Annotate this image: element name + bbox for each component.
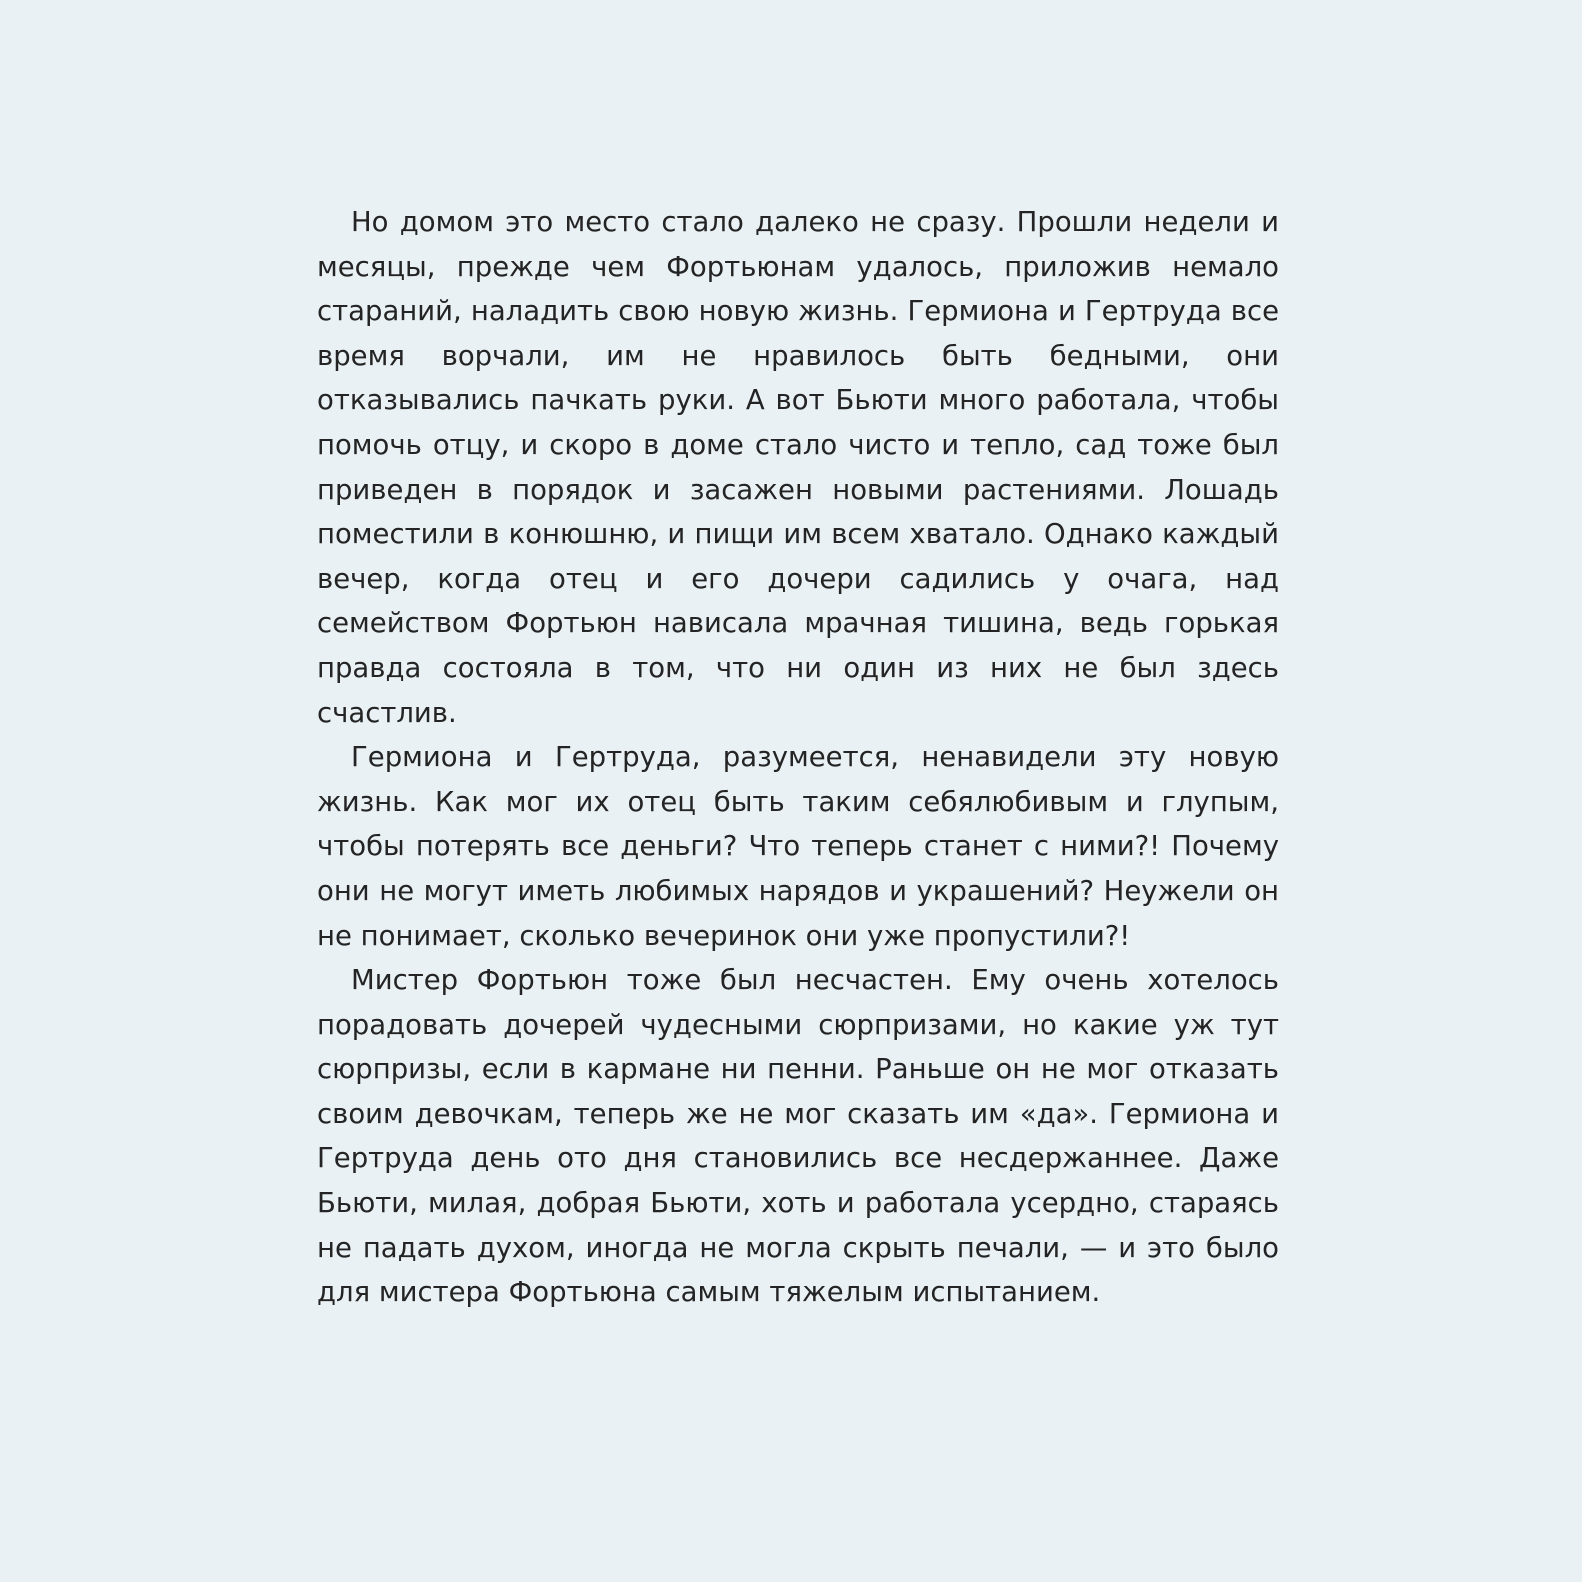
paragraph-3: Мистер Фортьюн тоже был несчастен. Ему очень хотелось порадовать дочерей чудесными сюрпризами, но какие уж тут сюрпризы, если в кармане ни пенни. Раньше он не мог отказать своим девочкам, теперь же не мог сказать им «да». Гермиона и Гертруда день ото дня становились все несдержаннее. Даже Бьюти, милая, добрая Бьюти, хоть и работала усердно, стараясь не падать духом, иногда не могла скрыть печали, — и это было для мистера Фортьюна самым тяжелым испытанием. [317,964,1279,1309]
paragraph-2: Гермиона и Гертруда, разумеется, ненавидели эту новую жизнь. Как мог их отец быть таким себялюбивым и глупым, чтобы потерять все деньги? Что теперь станет с ними?! Почему они не могут иметь любимых нарядов и украшений? Неужели он не понимает, сколько вечеринок они уже пропустили?! [317,741,1279,952]
paragraph-1: Но домом это место стало далеко не сразу. Прошли недели и месяцы, прежде чем Фортьюнам удалось, приложив немало стараний, наладить свою новую жизнь. Гермиона и Гертруда все время ворчали, им не нравилось быть бедными, они отказывались пачкать руки. А вот Бьюти много работала, чтобы помочь отцу, и скоро в доме стало чисто и тепло, сад тоже был приведен в порядок и засажен новыми растениями. Лошадь поместили в конюшню, и пищи им всем хватало. Однако каждый вечер, когда отец и его дочери садились у очага, над семейством Фортьюн нависала мрачная тишина, ведь горькая правда состояла в том, что ни один из них не был здесь счастлив. [317,206,1279,729]
body-text [317,200,1279,1315]
